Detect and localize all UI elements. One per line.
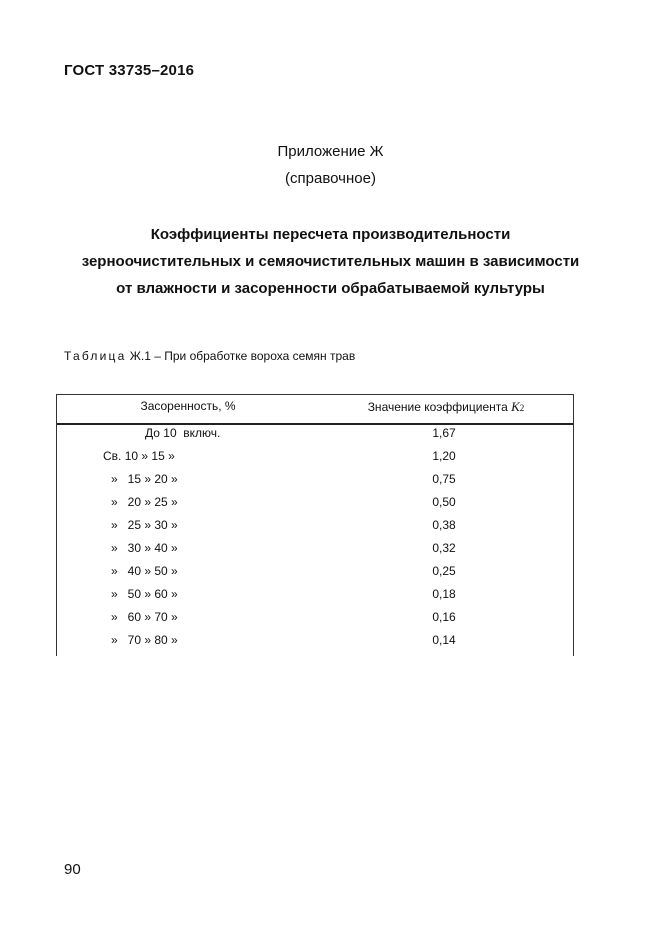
row-value: 0,25	[432, 564, 456, 578]
row-range: » 60 » 70 »	[111, 610, 178, 624]
row-value: 0,75	[432, 472, 456, 486]
table-caption-lead: Таблица	[64, 349, 127, 363]
row-range: До 10 включ.	[145, 426, 221, 440]
coefficient-table	[56, 394, 574, 656]
appendix-kind: (справочное)	[285, 170, 376, 187]
table-caption-text: Ж.1 – При обработке вороха семян трав	[129, 349, 356, 363]
table-top-border	[57, 394, 573, 395]
table-row	[57, 472, 573, 495]
row-value: 0,18	[432, 587, 456, 601]
table-row	[57, 495, 573, 518]
table-row	[57, 587, 573, 610]
table-header-divider	[57, 423, 573, 425]
row-range: Св. 10 » 15 »	[103, 449, 175, 463]
row-range: » 40 » 50 »	[111, 564, 178, 578]
coefficient-symbol-subscript: 2	[519, 403, 525, 413]
heading-line-1: Коэффициенты пересчета производительности	[150, 226, 511, 243]
row-value: 0,16	[432, 610, 456, 624]
table-row	[57, 518, 573, 541]
table-caption	[64, 349, 355, 363]
coefficient-symbol-letter: K	[511, 399, 520, 414]
table-row	[57, 541, 573, 564]
row-value: 0,14	[432, 633, 456, 647]
coefficient-symbol	[511, 399, 524, 414]
row-value: 0,32	[432, 541, 456, 555]
row-value: 0,50	[432, 495, 456, 509]
table-row	[57, 610, 573, 633]
column-header-coefficient	[319, 399, 573, 415]
table-row	[57, 426, 573, 449]
coefficient-label: Значение коэффициента	[367, 400, 508, 414]
heading-line-3: от влажности и засоренности обрабатываемой культуры	[116, 280, 545, 297]
row-range: » 70 » 80 »	[111, 633, 178, 647]
row-value: 0,38	[432, 518, 456, 532]
appendix-title: Приложение Ж	[277, 143, 384, 160]
row-range: » 20 » 25 »	[111, 495, 178, 509]
page-number: 90	[64, 861, 81, 878]
appendix-heading	[0, 221, 661, 302]
table-row	[57, 449, 573, 472]
heading-line-2: зерноочистительных и семяочистительных машин в зависимости	[81, 253, 580, 270]
row-range: » 50 » 60 »	[111, 587, 178, 601]
row-value: 1,67	[432, 426, 456, 440]
row-range: » 25 » 30 »	[111, 518, 178, 532]
row-range: » 15 » 20 »	[111, 472, 178, 486]
row-value: 1,20	[432, 449, 456, 463]
row-range: » 30 » 40 »	[111, 541, 178, 555]
document-code: ГОСТ 33735–2016	[64, 62, 195, 79]
table-row	[57, 633, 573, 656]
column-header-contamination: Засоренность, %	[140, 399, 236, 413]
table-row	[57, 564, 573, 587]
